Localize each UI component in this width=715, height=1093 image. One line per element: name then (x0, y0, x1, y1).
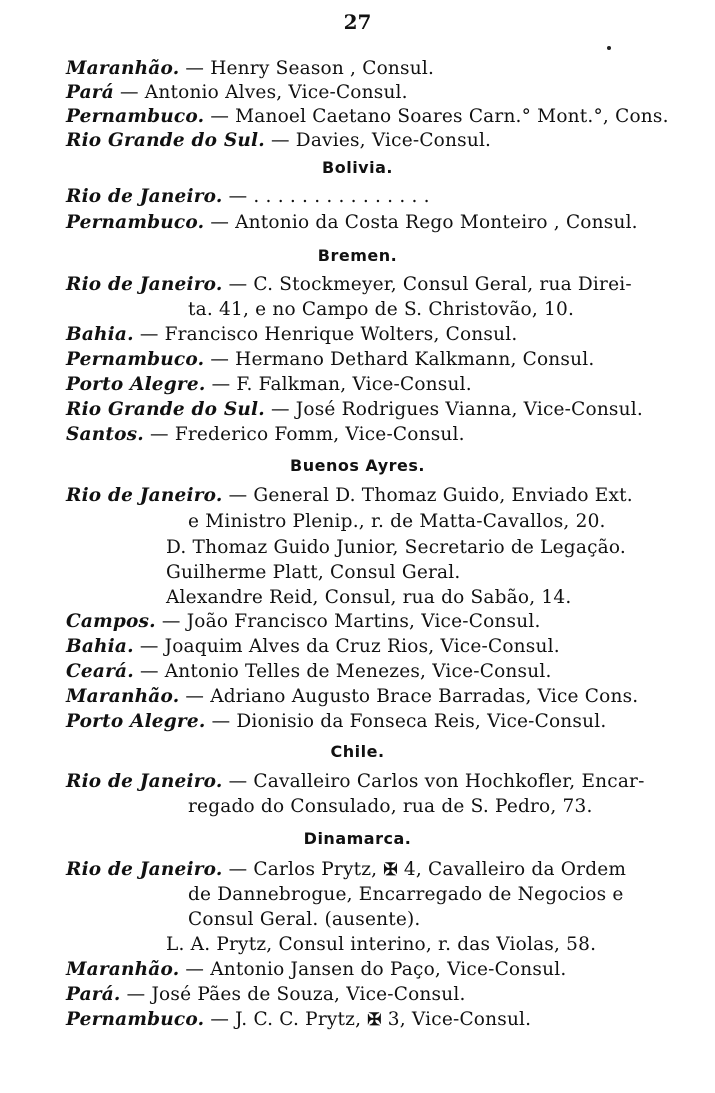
entry-text: — Joaquim Alves da Cruz Rios, Vice-Consul. (133, 636, 560, 657)
entry-person: Guilherme Platt, Consul Geral. (166, 562, 461, 583)
entry-continuation: e Ministro Plenip., r. de Matta-Cavallos, 20. (188, 511, 606, 532)
page-number: 27 (343, 10, 372, 34)
entry-rio-janeiro-buenos-ayres (66, 483, 656, 508)
section-heading-buenos-ayres: Buenos Ayres. (290, 456, 425, 475)
entry-text: — . . . . . . . . . . . . . . . (222, 186, 430, 207)
place-name: Pernambuco. (66, 212, 205, 233)
entry-ceara (66, 659, 656, 684)
entry-pernambuco-bolivia (66, 210, 656, 235)
entry-text: — Antonio Jansen do Paço, Vice-Consul. (179, 959, 567, 980)
place-name: Santos. (66, 424, 144, 445)
place-name: Porto Alegre. (66, 374, 206, 395)
place-name: Bahia. (66, 324, 134, 345)
entry-continuation: de Dannebrogue, Encarregado de Negocios e (188, 884, 624, 905)
place-name: Porto Alegre. (66, 711, 206, 732)
place-name: Maranhão. (66, 58, 180, 79)
entry-bahia-buenos-ayres (66, 634, 656, 659)
entry-rio-janeiro-chile (66, 769, 656, 794)
entry-porto-alegre-buenos-ayres (66, 709, 656, 734)
entry-rio-grande-1 (66, 128, 656, 153)
place-name: Rio Grande do Sul. (66, 399, 265, 420)
entry-text: — Adriano Augusto Brace Barradas, Vice Cons. (179, 686, 639, 707)
section-heading-bremen: Bremen. (317, 246, 398, 265)
entry-text: — Antonio Alves, Vice-Consul. (113, 82, 408, 103)
entry-text: — Francisco Henrique Wolters, Consul. (133, 324, 518, 345)
place-name: Maranhão. (66, 959, 180, 980)
entry-text: — João Francisco Martins, Vice-Consul. (155, 611, 541, 632)
entry-text: — Frederico Fomm, Vice-Consul. (143, 424, 465, 445)
place-name: Rio de Janeiro. (66, 485, 223, 506)
entry-rio-grande-bremen (66, 397, 656, 422)
place-name: Bahia. (66, 636, 134, 657)
entry-text: — C. Stockmeyer, Consul Geral, rua Direi- (222, 274, 632, 295)
place-name: Rio de Janeiro. (66, 771, 223, 792)
entry-text: — Hermano Dethard Kalkmann, Consul. (204, 349, 595, 370)
entry-bahia-bremen (66, 322, 656, 347)
entry-rio-janeiro-bremen (66, 272, 656, 297)
entry-person: Alexandre Reid, Consul, rua do Sabão, 14. (166, 587, 572, 608)
entry-text: — José Pães de Souza, Vice-Consul. (120, 984, 466, 1005)
order-cross-icon: ✠ (367, 1010, 382, 1030)
entry-person: D. Thomaz Guido Junior, Secretario de Legação. (166, 537, 626, 558)
entry-continuation: regado do Consulado, rua de S. Pedro, 73. (188, 796, 593, 817)
entry-pernambuco-1 (66, 104, 669, 129)
place-name: Campos. (66, 611, 156, 632)
entry-text: — F. Falkman, Vice-Consul. (205, 374, 472, 395)
entry-continuation: ta. 41, e no Campo de S. Christovão, 10. (188, 299, 575, 320)
entry-text: — Carlos Prytz, (222, 859, 384, 880)
place-name: Pernambuco. (66, 1009, 205, 1030)
place-name: Pernambuco. (66, 349, 205, 370)
entry-person: L. A. Prytz, Consul interino, r. das Violas, 58. (166, 934, 597, 955)
entry-para-dinamarca (66, 982, 656, 1007)
entry-para-1 (66, 80, 656, 105)
place-name: Maranhão. (66, 686, 180, 707)
entry-santos-bremen (66, 422, 656, 447)
entry-campos (66, 609, 656, 634)
entry-text: 3, Vice-Consul. (381, 1009, 532, 1030)
place-name: Pernambuco. (66, 106, 205, 127)
place-name: Rio de Janeiro. (66, 274, 223, 295)
entry-continuation: Consul Geral. (ausente). (188, 909, 421, 930)
place-name: Ceará. (66, 661, 134, 682)
entry-text: — Davies, Vice-Consul. (264, 130, 492, 151)
place-name: Rio de Janeiro. (66, 186, 223, 207)
entry-porto-alegre-bremen (66, 372, 656, 397)
entry-text: — Dionisio da Fonseca Reis, Vice-Consul. (205, 711, 607, 732)
entry-text: — Manoel Caetano Soares Carn.° Mont.°, Cons. (204, 106, 669, 127)
entry-rio-janeiro-bolivia (66, 184, 656, 209)
order-cross-icon: ✠ (383, 860, 398, 880)
entry-maranhao-1 (66, 56, 656, 81)
entry-text: — Antonio Telles de Menezes, Vice-Consul. (133, 661, 552, 682)
entry-text: — Henry Season , Consul. (179, 58, 435, 79)
section-heading-dinamarca: Dinamarca. (303, 829, 412, 848)
entry-text: — J. C. C. Prytz, (204, 1009, 368, 1030)
entry-pernambuco-bremen (66, 347, 656, 372)
ink-speck (607, 46, 611, 50)
entry-rio-janeiro-dinamarca (66, 857, 656, 883)
entry-pernambuco-dinamarca (66, 1007, 656, 1033)
section-heading-bolivia: Bolivia. (322, 158, 393, 177)
entry-text: — Antonio da Costa Rego Monteiro , Consul. (204, 212, 638, 233)
place-name: Pará (66, 82, 114, 103)
entry-maranhao-dinamarca (66, 957, 656, 982)
entry-text: — José Rodrigues Vianna, Vice-Consul. (264, 399, 643, 420)
entry-maranhao-buenos-ayres (66, 684, 656, 709)
entry-text: — General D. Thomaz Guido, Enviado Ext. (222, 485, 633, 506)
place-name: Rio Grande do Sul. (66, 130, 265, 151)
place-name: Rio de Janeiro. (66, 859, 223, 880)
section-heading-chile: Chile. (330, 742, 385, 761)
place-name: Pará. (66, 984, 121, 1005)
entry-text: 4, Cavalleiro da Ordem (397, 859, 627, 880)
entry-text: — Cavalleiro Carlos von Hochkofler, Encar- (222, 771, 645, 792)
